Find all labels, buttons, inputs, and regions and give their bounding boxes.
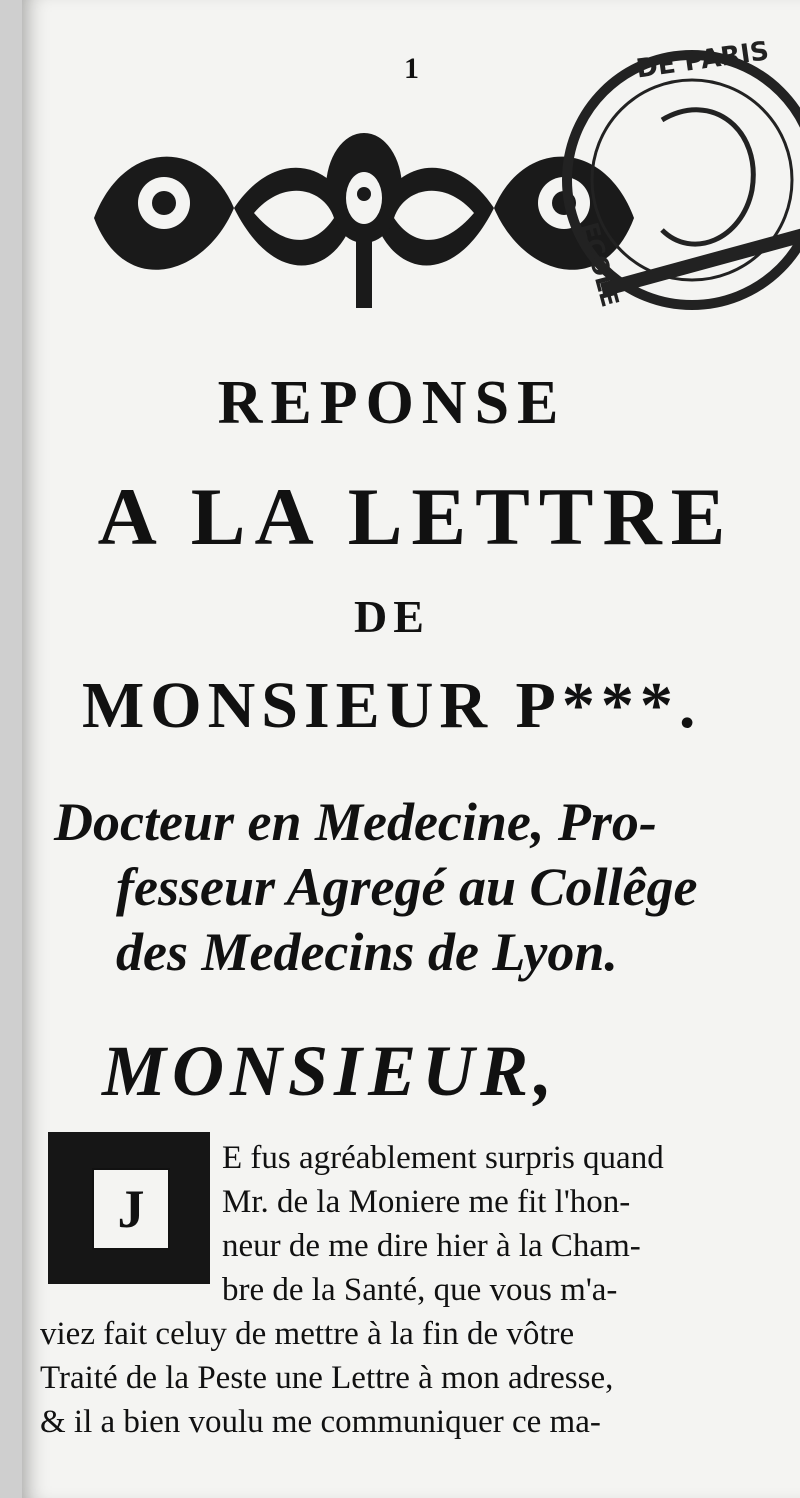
page-number: 1 [404,52,419,85]
title-line-4: MONSIEUR P***. [82,669,702,742]
title-line-3: DE [354,591,430,642]
title-line-1: REPONSE [217,369,567,437]
body-line: E fus agréablement surpris quand [222,1140,664,1176]
library-stamp [542,30,800,330]
title-line-2: A LA LETTRE [97,471,735,562]
body-line: neur de me dire hier à la Cham- [222,1228,641,1264]
subtitle-line: des Medecins de Lyon. [116,922,618,982]
salutation: MONSIEUR, [102,1031,559,1111]
body-line: & il a bien voulu me communiquer ce ma- [40,1404,601,1440]
stamp-side-text: ECOLE [574,219,625,310]
book-page [22,0,800,1498]
body-line: Mr. de la Moniere me fit l'hon- [222,1184,631,1220]
dropcap-letter: J [92,1168,170,1250]
subtitle-line: fesseur Agregé au Collêge [116,857,698,917]
body-paragraph [40,1136,720,1444]
body-line: viez fait celuy de mettre à la fin de vôtre [40,1316,575,1352]
subtitle [54,790,754,985]
stamp-text: DE PARIS [634,36,771,85]
subtitle-line: Docteur en Medecine, Pro- [54,792,657,852]
body-line: bre de la Santé, que vous m'a- [222,1272,618,1308]
body-line: Traité de la Peste une Lettre à mon adresse, [40,1360,614,1396]
